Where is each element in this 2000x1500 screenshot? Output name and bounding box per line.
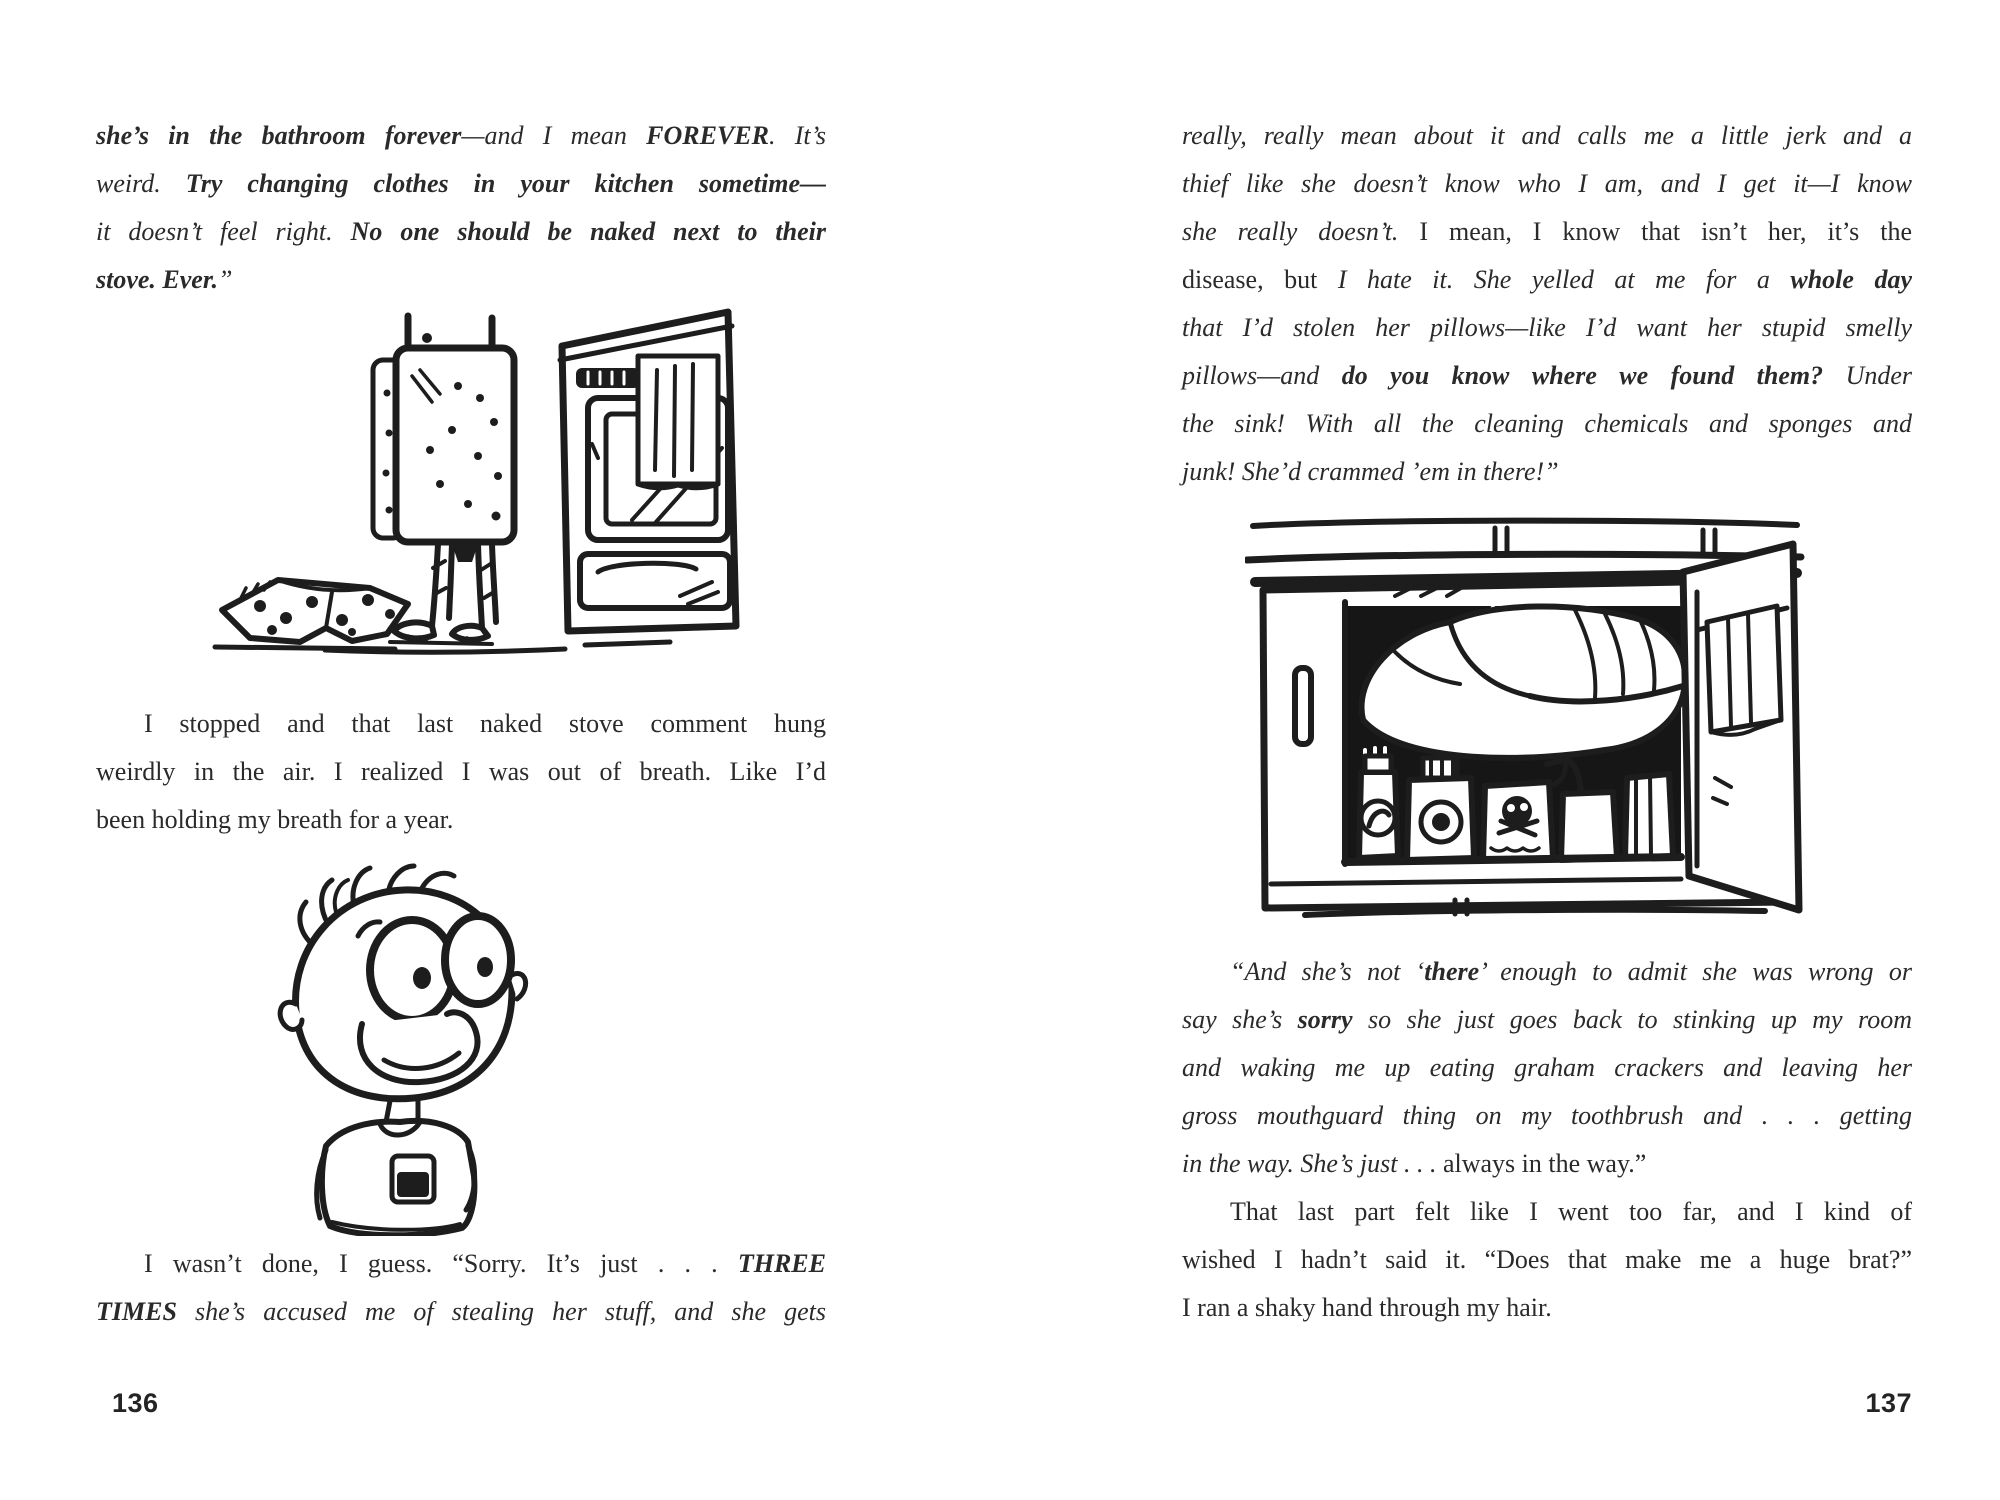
text-line — [96, 208, 826, 256]
text-segment: really, really mean about it and calls me a little jerk and a — [1182, 121, 1912, 150]
text-segment: THREE — [737, 1249, 826, 1278]
text-segment: That last part felt like I went too far, and I kind of — [1230, 1197, 1912, 1226]
paragraph-huge-brat — [1182, 1188, 1912, 1332]
text-line — [1182, 304, 1912, 352]
text-segment: thief like she doesn’t know who I am, and I get it—I know — [1182, 169, 1912, 198]
text-line — [1182, 208, 1912, 256]
text-segment: ” — [218, 265, 233, 294]
text-segment: always in the way.” — [1442, 1149, 1647, 1178]
text-line — [96, 700, 826, 748]
text-segment: the sink! With all the cleaning chemicals and sponges and — [1182, 409, 1912, 438]
wide-eyed-boy-illustration — [262, 854, 532, 1236]
paragraph-three-times — [96, 1240, 826, 1336]
text-line — [1182, 948, 1912, 996]
text-segment: pillows—and — [1182, 361, 1342, 390]
text-segment: disease, but — [1182, 265, 1338, 294]
wide-eyed-boy-drawing — [262, 854, 532, 1236]
page-number-left: 136 — [112, 1388, 159, 1418]
text-line — [1182, 256, 1912, 304]
text-line — [1182, 1236, 1912, 1284]
text-segment: . It’s — [768, 121, 827, 150]
text-segment: sorry — [1297, 1005, 1369, 1034]
text-segment: I mean, I know that isn’t her, it’s the — [1419, 217, 1912, 246]
text-line — [1182, 400, 1912, 448]
text-line — [96, 112, 826, 160]
text-line — [96, 256, 826, 304]
text-segment: it doesn’t feel right. — [96, 217, 351, 246]
towel-stove-drawing — [140, 298, 760, 663]
paragraph-pillows — [1182, 112, 1912, 496]
text-segment: say she’s — [1182, 1005, 1298, 1034]
text-segment: weirdly in the air. I realized I was out of breath. Like I’d — [96, 757, 826, 786]
text-line — [1182, 160, 1912, 208]
text-segment: I stopped and that last naked stove comment hung — [144, 709, 826, 738]
text-line — [1182, 996, 1912, 1044]
text-segment: wished I hadn’t said it. “Does that make me a huge brat?” — [1182, 1245, 1912, 1274]
text-segment: she’s in the bathroom forever — [96, 121, 462, 150]
text-segment: Under — [1845, 361, 1912, 390]
paragraph-bathroom-forever — [96, 112, 826, 304]
text-segment: so she just goes back to stinking up my room — [1368, 1005, 1912, 1034]
text-line — [1182, 112, 1912, 160]
paragraph-out-of-breath — [96, 700, 826, 844]
text-segment: No one should be naked next to their — [350, 217, 826, 246]
text-segment: been holding my breath for a year. — [96, 805, 454, 834]
text-segment: Try changing clothes in your kitchen sometime— — [185, 169, 827, 198]
text-segment: —and I mean — [461, 121, 647, 150]
text-segment: she’s accused me of stealing her stuff, and she gets — [195, 1297, 826, 1326]
text-segment: whole day — [1790, 265, 1912, 294]
text-segment: junk! She’d crammed ’em in there!” — [1182, 457, 1559, 486]
text-segment: she really doesn’t. — [1182, 217, 1420, 246]
text-line — [1182, 1188, 1912, 1236]
text-line — [1182, 1044, 1912, 1092]
sink-cabinet-drawing — [1245, 510, 1805, 922]
text-line — [96, 160, 826, 208]
text-segment: “And she’s not ‘ — [1230, 957, 1425, 986]
text-segment: I wasn’t done, I guess. “Sorry. It’s just . . . — [144, 1249, 738, 1278]
paragraph-always-in-the-way — [1182, 948, 1912, 1188]
text-segment: that I’d stolen her pillows—like I’d want her stupid smelly — [1182, 313, 1912, 342]
text-line — [1182, 1140, 1912, 1188]
text-segment: stove. Ever. — [96, 265, 219, 294]
towel-stove-illustration — [140, 298, 760, 663]
text-segment: gross mouthguard thing on my toothbrush and . . . getting — [1182, 1101, 1912, 1130]
page-right — [1000, 0, 2000, 1500]
text-segment: ’ enough to admit she was wrong or — [1479, 957, 1912, 986]
text-line — [1182, 352, 1912, 400]
text-segment: and waking me up eating graham crackers and leaving her — [1182, 1053, 1912, 1082]
text-line — [96, 748, 826, 796]
text-segment: there — [1424, 957, 1480, 986]
text-segment: TIMES — [96, 1297, 196, 1326]
page-number-right: 137 — [1865, 1388, 1912, 1418]
text-line — [1182, 1284, 1912, 1332]
text-segment: in the way. She’s just . . . — [1182, 1149, 1443, 1178]
text-segment: weird. — [96, 169, 186, 198]
text-line — [96, 1240, 826, 1288]
text-segment: I ran a shaky hand through my hair. — [1182, 1293, 1552, 1322]
text-segment: do you know where we found them? — [1341, 361, 1846, 390]
text-line — [96, 1288, 826, 1336]
sink-cabinet-illustration — [1245, 510, 1805, 922]
text-line — [96, 796, 826, 844]
text-segment: I hate it. She yelled at me for a — [1337, 265, 1791, 294]
text-segment: FOREVER — [646, 121, 769, 150]
text-line — [1182, 448, 1912, 496]
text-line — [1182, 1092, 1912, 1140]
